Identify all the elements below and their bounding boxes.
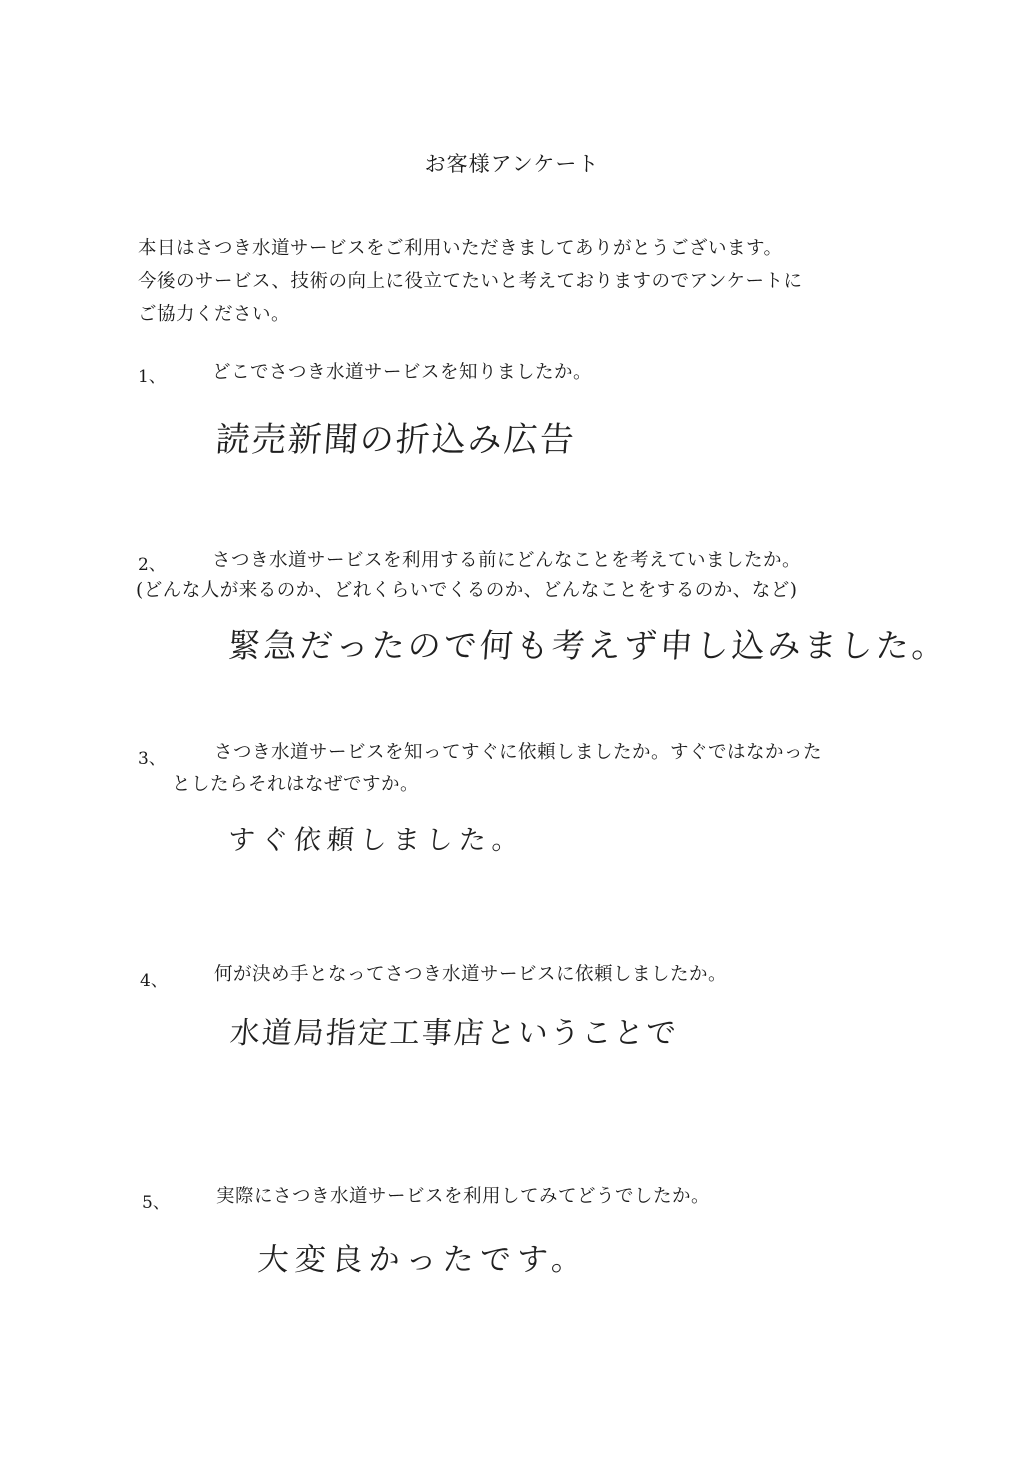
question-text: さつき水道サービスを知ってすぐに依頼しましたか。すぐではなかった xyxy=(214,742,823,763)
question-text: どこでさつき水道サービスを知りましたか。 xyxy=(212,362,593,383)
handwritten-answer: すぐ依頼しました。 xyxy=(226,825,526,856)
question-text-note: (どんな人が来るのか、どれくらいでくるのか、どんなことをするのか、など) xyxy=(136,580,798,601)
question-number: 5、 xyxy=(142,1193,170,1213)
question-number: 4、 xyxy=(140,971,168,991)
intro-line: 今後のサービス、技術の向上に役立てたいと考えておりますのでアンケートに xyxy=(138,271,803,292)
question-number: 3、 xyxy=(138,749,166,769)
handwritten-answer: 読売新聞の折込み広告 xyxy=(214,420,578,460)
intro-line: ご協力ください。 xyxy=(138,304,291,325)
page-title: お客様アンケート xyxy=(424,152,600,176)
handwritten-answer: 緊急だったので何も考えず申し込みました。 xyxy=(226,626,950,665)
question-text: さつき水道サービスを利用する前にどんなことを考えていましたか。 xyxy=(212,550,802,571)
handwritten-answer: 大変良かったです。 xyxy=(256,1242,590,1278)
question-text: 実際にさつき水道サービスを利用してみてどうでしたか。 xyxy=(216,1186,711,1207)
question-number: 2、 xyxy=(138,555,166,575)
question-text: 何が決め手となってさつき水道サービスに依頼しましたか。 xyxy=(214,964,728,985)
handwritten-answer: 水道局指定工事店ということで xyxy=(228,1016,679,1051)
intro-paragraph xyxy=(138,232,938,331)
question-number: 1、 xyxy=(138,367,166,387)
question-text: としたらそれはなぜですか。 xyxy=(172,774,420,795)
intro-line: 本日はさつき水道サービスをご利用いただきましてありがとうございます。 xyxy=(138,238,783,259)
